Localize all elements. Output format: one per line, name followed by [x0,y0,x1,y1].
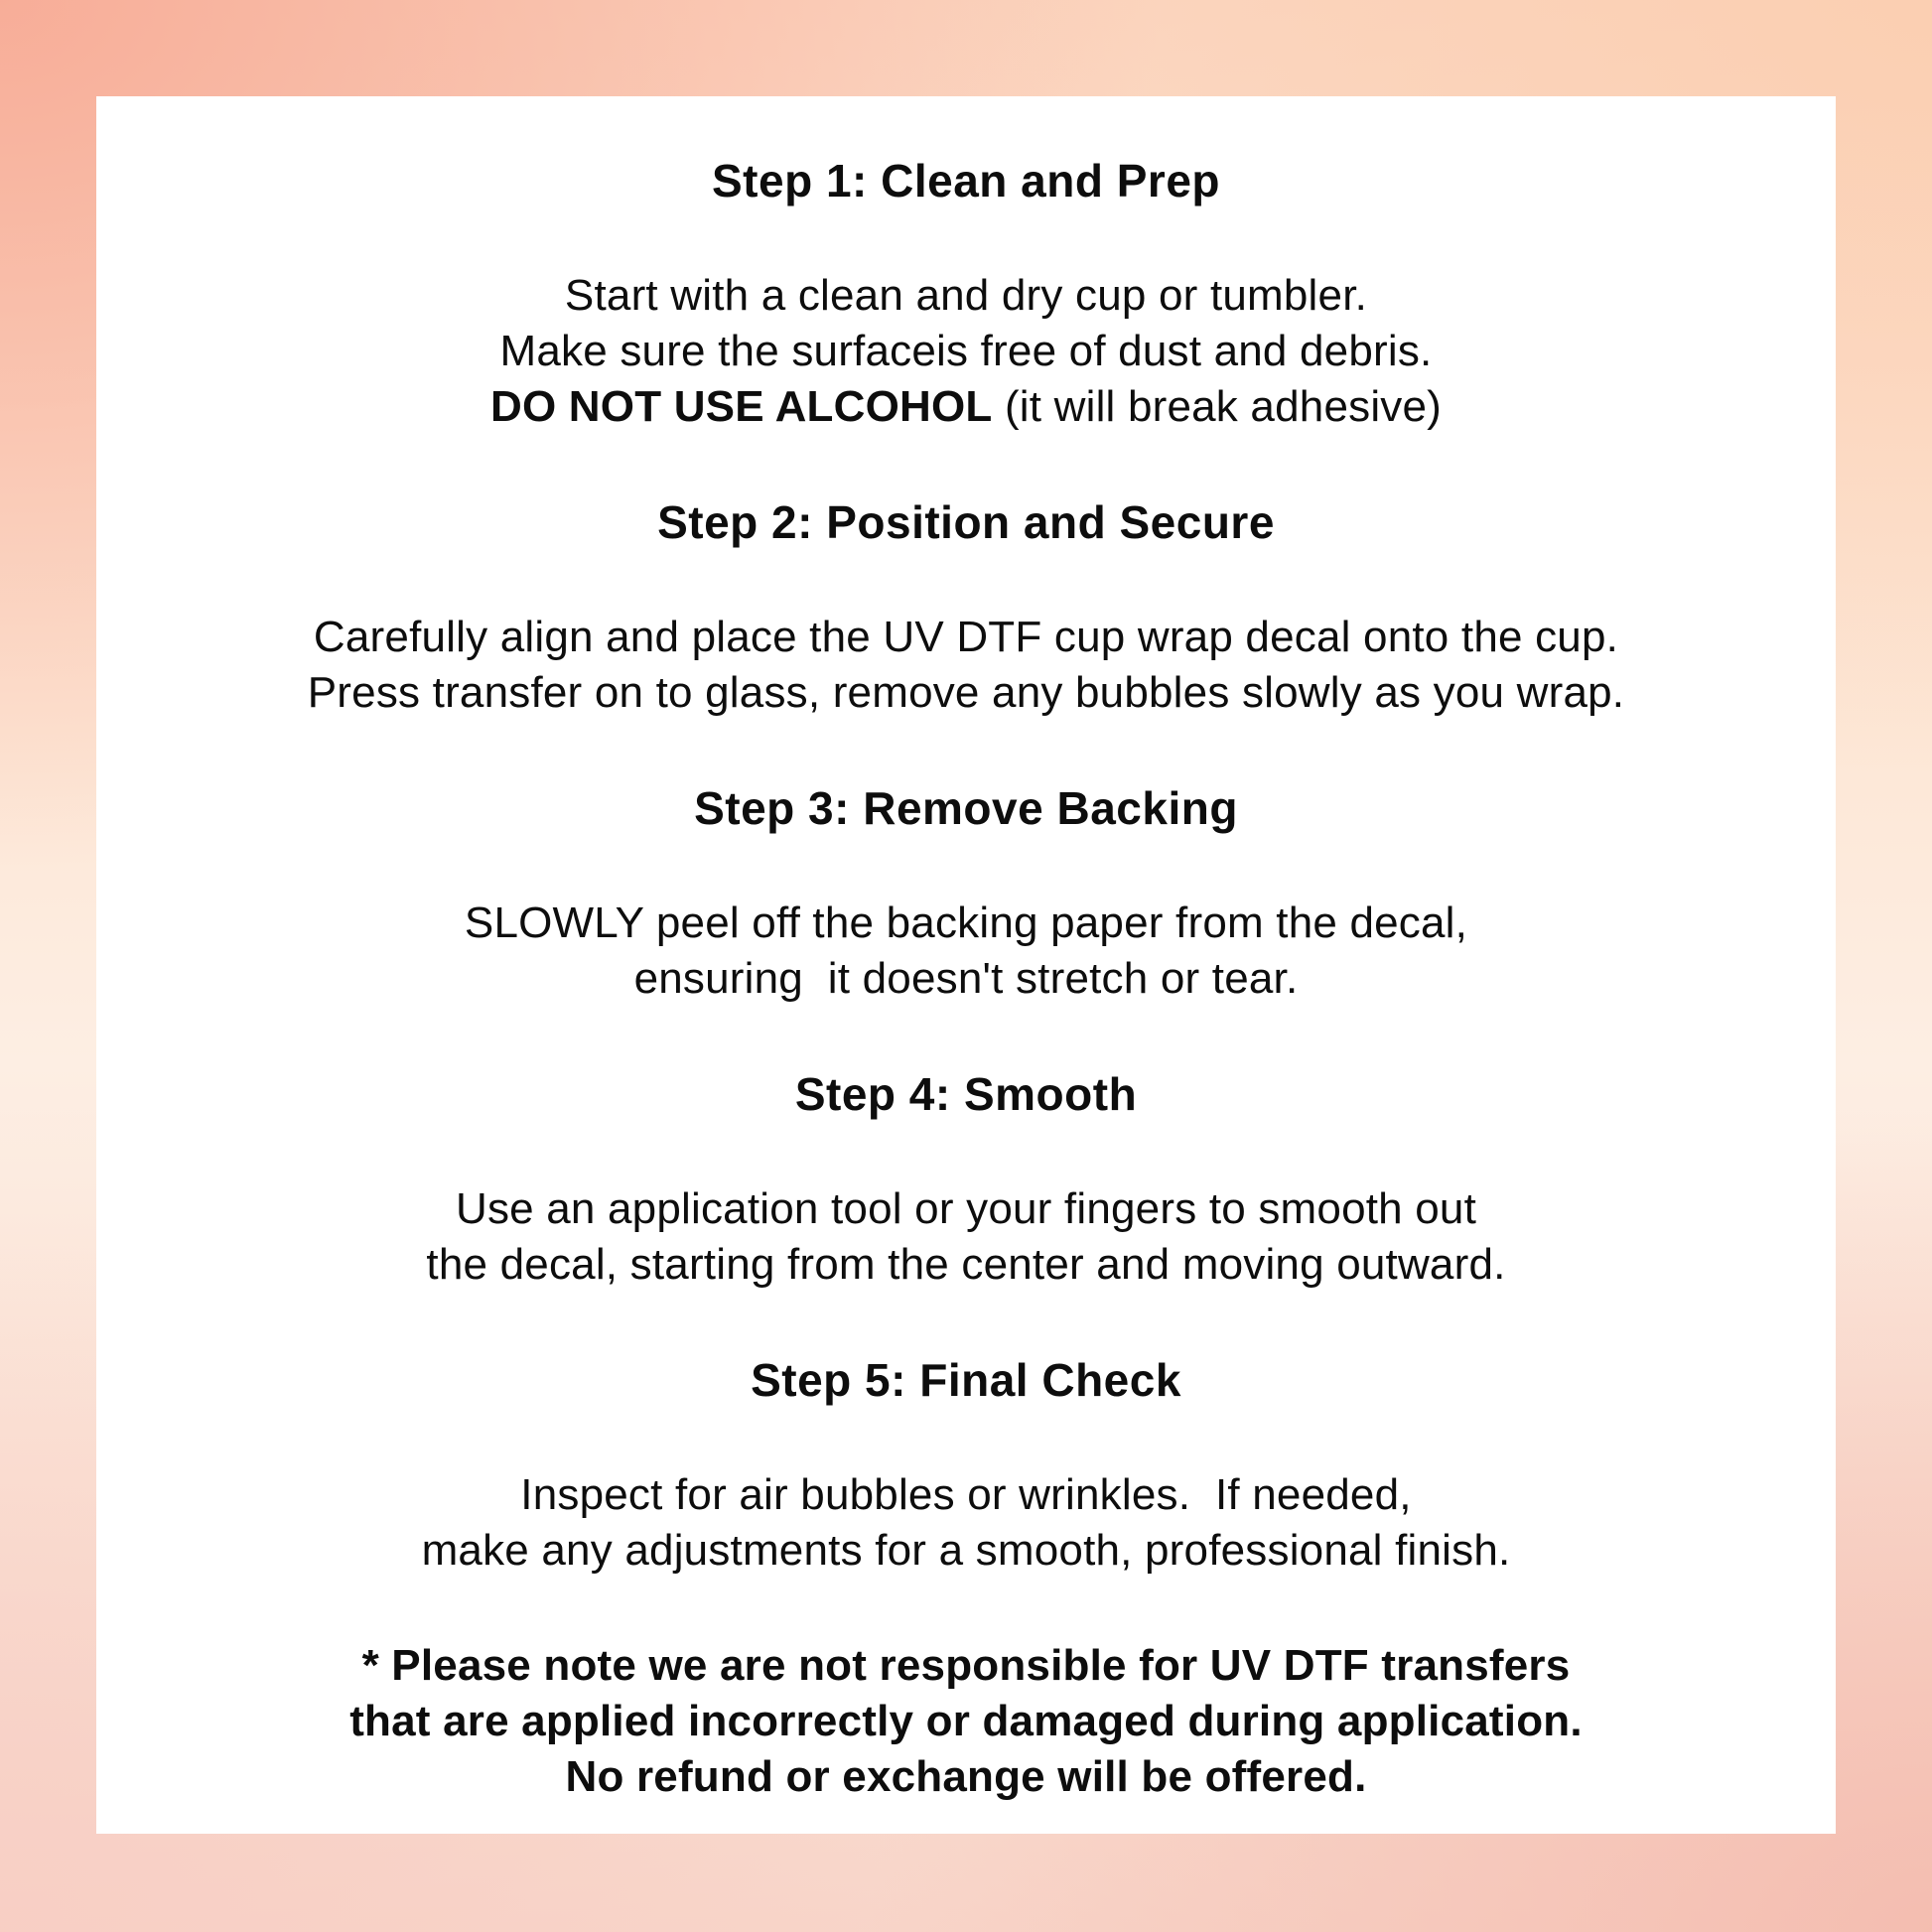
step-3-line: ensuring it doesn't stretch or tear. [633,954,1299,1003]
step-5-heading: Step 5: Final Check [751,1354,1181,1406]
disclaimer-line: * Please note we are not responsible for UV DTF transfers [361,1641,1571,1690]
step-1-heading: Step 1: Clean and Prep [711,155,1220,207]
instruction-card [96,96,1836,1834]
step-2-heading: Step 2: Position and Secure [657,496,1275,548]
step-1-line: Start with a clean and dry cup or tumbler. [564,271,1368,320]
disclaimer-line: that are applied incorrectly or damaged during application. [349,1697,1583,1745]
step-5-line: Inspect for air bubbles or wrinkles. If needed, [520,1470,1412,1519]
step-4-line: Use an application tool or your fingers to smooth out [455,1184,1477,1233]
alcohol-warning-rest-text: (it will break adhesive) [992,382,1443,431]
step-5-line: make any adjustments for a smooth, professional finish. [421,1526,1511,1575]
step-3-line: SLOWLY peel off the backing paper from the decal, [464,898,1468,947]
disclaimer-line: No refund or exchange will be offered. [565,1752,1367,1801]
step-3-section [124,780,1808,1007]
step-2-section [124,494,1808,721]
step-1-section [124,153,1808,435]
step-5-section [124,1352,1808,1579]
step-4-line: the decal, starting from the center and moving outward. [426,1240,1506,1289]
step-1-line: Make sure the surfaceis free of dust and debris. [499,327,1433,375]
step-2-line: Carefully align and place the UV DTF cup wrap decal onto the cup. [313,613,1619,661]
step-3-heading: Step 3: Remove Backing [694,782,1238,834]
step-2-line: Press transfer on to glass, remove any bubbles slowly as you wrap. [307,668,1625,717]
disclaimer-section [124,1638,1808,1805]
alcohol-warning-bold-text: DO NOT USE ALCOHOL [489,382,993,431]
step-4-section [124,1066,1808,1293]
step-4-heading: Step 4: Smooth [794,1068,1138,1120]
alcohol-warning-line [124,379,1808,435]
